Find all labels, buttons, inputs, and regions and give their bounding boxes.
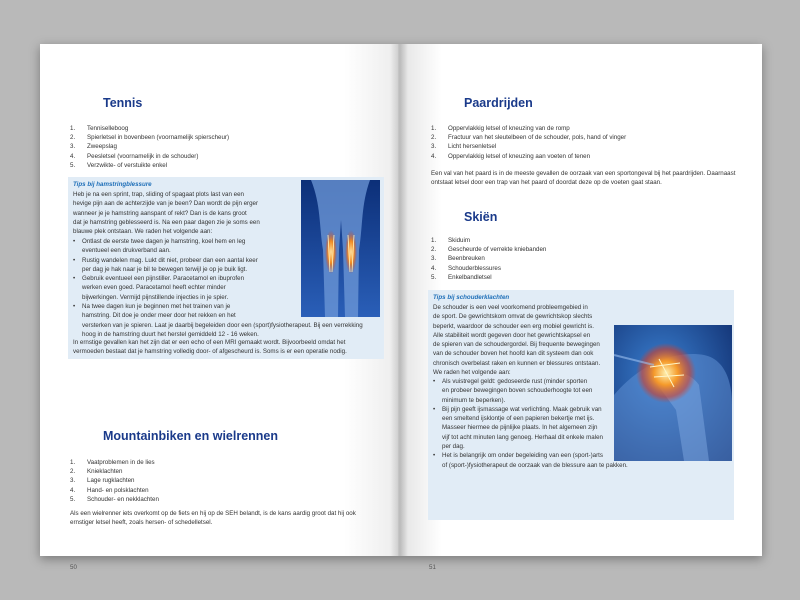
horse-heading: Paardrijden [464,96,533,110]
list-item: 4. Schouderblessures [431,264,501,272]
list-item: 1. Tenniselleboog [70,125,129,132]
list-item: 1. Oppervlakkig letsel of kneuzing van de romp [431,125,570,132]
tennis-list [70,124,229,170]
list-item: • Bij pijn geeft ijsmassage wat verlichting. Maak gebruik van een smeltend ijsklontje of een papieren bekertje met ijs. Masseer hiermee de pijnlijke plaats. In het algemeen zijn vijf tot acht minuten lang genoeg. Herhaal dit enkele malen per dag. [433,405,733,451]
list-item: • Ontlast de eerste twee dagen je hamstring, koel hem en leg eventueel een drukverband aan. [73,237,383,256]
mtb-list [70,458,159,504]
list-item: 2. Knieklachten [70,468,123,476]
list-item: • Na twee dagen kun je beginnen met het trainen van je hamstring. Dit doe je onder meer door het rekken en het versterken van je spieren. Laat je daarbij begeleiden door een (sport)fysiotherapeut. Bij een verrekking hoog in de hamstring duurt het herstel gemiddeld 12 - 16 weken. [73,302,383,339]
mtb-paragraph: Als een wielrenner iets overkomt op de fiets en hij op de SEH belandt, is de kans aardig groot dat hij ook ernstiger letsel heeft, zoals hersen- of schedelletsel. [70,510,356,527]
hamstring-tip-title: Tips bij hamstringblessure [73,181,152,188]
list-item: • Rustig wandelen mag. Lukt dit niet, probeer dan een aantal keer per dag je hak naar je bil te bewegen terwijl je op je buik ligt. [73,256,383,275]
shoulder-illustration [614,325,732,461]
page-number-right: 51 [429,564,436,571]
list-item: 4. Peesletsel (voornamelijk in de schouder) [70,152,199,160]
ski-heading: Skiën [464,210,498,224]
hamstring-tip-closing: In ernstige gevallen kan het zijn dat er een echo of een MRI gemaakt wordt. Bijvoorbeeld omdat het vermoeden bestaat dat je hamstring volledig door- of afgescheurd is. Soms is er een operatie nodig. [73,339,347,356]
shoulder-tip-box [428,290,734,520]
list-item: 3. Beenbreuken [431,255,485,263]
list-item: 5. Verzwikte- of verstuikte enkel [70,161,168,169]
list-item: 1. Vaatproblemen in de lies [70,459,155,466]
list-item: 2. Spierletsel in bovenbeen (voornamelijk spierscheur) [70,134,230,142]
list-item: • Als vuistregel geldt: gedoseerde rust (minder sporten en probeer bewegingen boven schouderhoogte tot een minimum te beperken). [433,377,733,405]
list-item: 2. Fractuur van het sleutelbeen of de schouder, pols, hand of vinger [431,134,627,142]
shoulder-tip-intro: De schouder is een veel voorkomend probleemgebied in de sport. De gewrichtskom omvat de gewrichtskop slechts beperkt, waardoor de schouder een erg mobiel gewricht is. Alle stabiliteit wordt gegeven door het gewrichtskapsel en de spieren van de schoudergordel. Bij frequente bewegingen van de schouder boven het hoofd kan dit systeem dan ook chronisch overbelast raken en kunnen er blessures ontstaan. We raden het volgende aan: [433,304,601,377]
page-number-left: 50 [70,564,77,571]
shoulder-tip-title: Tips bij schouderklachten [433,294,510,301]
book-spread [40,44,762,571]
list-item: 3. Licht hersenletsel [431,143,497,151]
list-item: 5. Enkelbandletsel [431,273,492,281]
list-item: 4. Oppervlakkig letsel of kneuzing aan voeten of tenen [431,152,591,160]
hamstring-illustration [301,180,380,317]
tennis-heading: Tennis [103,96,143,110]
left-page [40,44,398,571]
horse-list [431,124,626,161]
list-item: 4. Hand- en polsklachten [70,486,149,494]
mtb-heading: Mountainbiken en wielrennen [103,429,279,443]
hamstring-tip-box [68,177,384,359]
list-item: 2. Gescheurde of verrekte kniebanden [431,246,547,254]
horse-paragraph: Een val van het paard is in de meeste gevallen de oorzaak van een sportongeval bij het paardrijden. Daarnaast ontstaat letsel door een trap van het paard of doordat deze op de voeten gaat staan. [431,170,736,187]
list-item: • Het is belangrijk om onder begeleiding van een (sport-)arts of (sport-)fysiotherapeut de oorzaak van de blessure aan te pakken. [433,451,733,470]
list-item: 5. Schouder- en nekklachten [70,495,159,503]
list-item: 3. Lage rugklachten [70,477,135,485]
book-gutter [390,44,408,556]
hamstring-tip-intro: Heb je na een sprint, trap, sliding of spagaat plots last van een hevige pijn aan de achterzijde van je been? Dan wordt de pijn erger wanneer je je hamstring aanspant of rekt? Dan is de kans groot dat je hamstring geblesseerd is. Na een paar dagen zie je soms een blauwe plek ontstaan. We raden het volgende aan: [73,191,260,236]
right-page [398,44,762,571]
list-item: • Gebruik eventueel een pijnstiller. Paracetamol en ibuprofen werken even goed. Paracetamol heeft echter minder bijwerkingen. Vermijd pijnstillende injecties in je spier. [73,274,383,302]
list-item: 3. Zweepslag [70,143,117,151]
ski-list [431,236,546,282]
list-item: 1. Skiduim [431,237,471,244]
